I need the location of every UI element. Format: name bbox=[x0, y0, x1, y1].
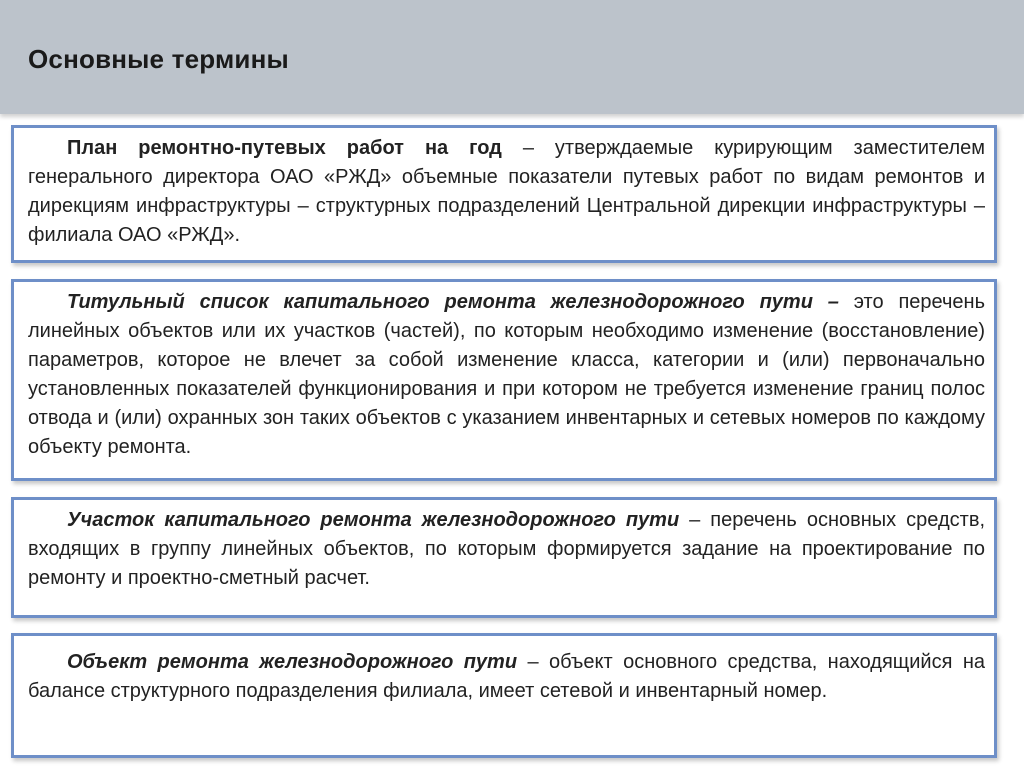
term-definition: – объект основного средства, находящийся на балансе структурного подразделения филиала, имеет сетевой и инвентарный номер. bbox=[28, 651, 985, 702]
term-title: План ремонтно-путевых работ на год bbox=[67, 137, 502, 159]
term-title: Участок капитального ремонта железнодорожного пути bbox=[67, 509, 680, 531]
term-title: Титульный список капитального ремонта железнодорожного пути – bbox=[67, 291, 839, 313]
term-box-repair-object bbox=[11, 633, 997, 758]
term-definition: – утверждаемые курирующим заместителем генерального директора ОАО «РЖД» объемные показатели путевых работ по видам ремонтов и дирекциям инфраструктуры – структурных подразделений Центральной дирекции инфраструктуры – филиала ОАО «РЖД». bbox=[28, 137, 985, 246]
term-title: Объект ремонта железнодорожного пути bbox=[67, 651, 518, 673]
term-box-title-list bbox=[11, 279, 997, 481]
term-definition: – перечень основных средств, входящих в группу линейных объектов, по которым формируется задание на проектирование по ремонту и проектно-сметный расчет. bbox=[28, 509, 985, 589]
term-box-repair-plan bbox=[11, 125, 997, 263]
slide-header bbox=[0, 0, 1024, 114]
term-box-repair-section bbox=[11, 497, 997, 618]
slide-title: Основные термины bbox=[28, 44, 289, 74]
term-definition: это перечень линейных объектов или их участков (частей), по которым необходимо изменение (восстановление) параметров, которое не влечет за собой изменение класса, категории и (или) первоначально установленных показателей функционирования и при котором не требуется изменение границ полос отвода и (или) охранных зон таких объектов с указанием инвентарных и сетевых номеров по каждому объекту ремонта. bbox=[28, 291, 986, 458]
